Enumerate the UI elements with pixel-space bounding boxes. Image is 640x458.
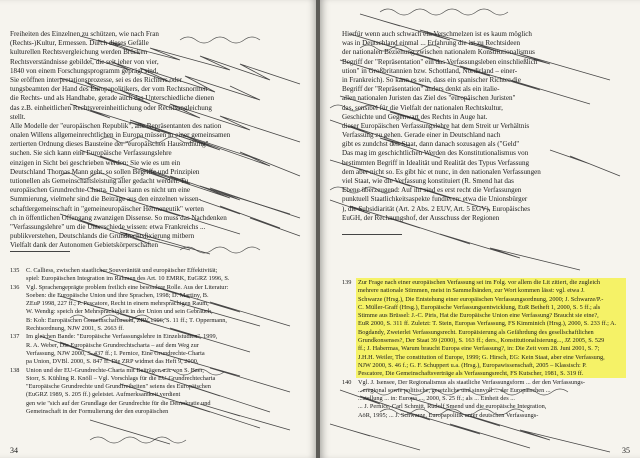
right-body-line: Geschichte und Gegenwart des Rechts in Auge hat. <box>342 112 488 121</box>
right-footnote-line <box>342 279 628 287</box>
left-body-line: Deutschland Thomas Mann geht, so sollen Begriffe und Prinzipien <box>10 167 200 176</box>
left-footnote-line <box>10 284 300 292</box>
left-body-line: die Rechts- und als Handhabe, gerade auch das Unterschiedliche dienen <box>10 94 215 103</box>
footnote-text: ... J. Pernice, Carl Schmitt, Rudolf Smend und die europäische Integration, <box>358 403 547 411</box>
left-body-line: Sie eröffnen interpretationsprozesse, sei es des Richters oder <box>10 75 183 84</box>
left-footnote-line <box>10 308 300 316</box>
left-body-line: Alle Modelle der "europäischen Republik", alle Repräsentanten des nation <box>10 121 222 130</box>
left-footnote-divider <box>10 251 70 252</box>
footnote-text: C. Müller-Graff (Hrsg.), Europäische Verfassungsentwicklung, EuR Beiheft 1, 2000, S. 5 ff.; als <box>358 303 601 311</box>
left-footnote-line <box>10 391 300 399</box>
left-body-line: das z.B. einheitlichen Rechtsvereinheitlichung oder Rechtsangleichung <box>10 103 212 112</box>
footnote-text: ...eregional sowie politische, gesetzliche und sinnvoll ... der Europäischen ... <box>358 386 551 394</box>
right-body-line: dem aber nicht so. Es gibt hic et nunc, in den nationalen Verfassungen <box>342 167 541 176</box>
footnote-number: 137 <box>10 333 20 341</box>
footnote-text: spiel: Europäischen Integration im Rahmen des Art. 10 EMRK, EuGRZ 1996, S. <box>26 275 230 283</box>
right-footnote-line <box>342 296 628 304</box>
footnote-text: gen wie "sich auf der Grundlage der Grundrechte für die Demokratie und <box>26 399 211 407</box>
left-body-line: onalen Willens allgemeinrechtlichen in Europa müssen in einer gemeinsamen <box>10 131 231 140</box>
left-body-line: ch in öffentlichen Offengang zwanzigen Dissense. So muss das Nachdenken <box>10 213 227 222</box>
left-footnote-line <box>10 300 300 308</box>
footnote-text: ff.; J. Habermas, Warum braucht Europa eine Verfassung?, in: Die Zeit vom 28. Juni 2001, S. 7; <box>358 345 600 353</box>
left-footnote-line <box>10 267 300 275</box>
footnote-text: B: Koh: Europäischen Gemeinschaftsrecht, ZRV 1996, S. 11 ff.; T. Oppermann, <box>26 316 227 324</box>
footnote-text: Vgl. Sprachengeprägte problem freilich eine besondere Rolle. Aus der Literatur: <box>26 283 229 291</box>
left-footnote-line <box>10 383 300 391</box>
footnote-text: Bogdandy, Zweierlei Verfassungsrecht. Europäisierung als Gefährdung des gesellschaftlichen <box>358 328 594 336</box>
footnote-text: Union und der EU-Grundrechte-Charta mit Beiträgen u.a. von S. Baer, <box>26 366 204 374</box>
footnote-text: EuR 2000, S. 311 ff. Zuletzt: T. Stein, Europas Verfassung, FS Kimminich (Hrsg.), 2000, S. 233 ff.; A. <box>358 320 617 328</box>
left-footnote-line <box>10 292 300 300</box>
footnote-text: C. Calliess, zwischen staatlicher Souveränität und europäischer Effektivität; <box>26 267 218 274</box>
footnote-text: Im gleichen Bande: "Europäische Verfassungslehre in Einzelstudien", 1999, <box>26 333 218 341</box>
left-footnote-line <box>10 275 300 283</box>
left-body-line: tungsbeamten der Hand des Europapolitikers, der vom Rechtsnormen <box>10 85 208 94</box>
right-footnote-divider <box>342 234 402 235</box>
footnote-number: 138 <box>10 366 20 374</box>
left-body-text <box>10 30 295 251</box>
footnote-text: "Europäische Grundrechte und Grundfreiheiten" seiens des Europäischen <box>26 383 211 391</box>
left-body-line: europäischen Grundrechte-Charta. Dabei kann es nicht um eine <box>10 186 191 195</box>
left-body-line: 1840 von einem Forschungsprogramm geprägt sind. <box>10 66 159 75</box>
right-body-line: ), die Subsidiarität (Art. 2 Abs. 2 EUV, Art. 5 EGV), Europäisches <box>342 204 531 213</box>
right-body-line: gibt es zundchst den Staat, dann danach sozusagen als ("Geld" <box>342 140 520 149</box>
left-footnote-line <box>10 342 300 350</box>
right-footnotes <box>342 279 628 420</box>
footnote-number: 135 <box>10 267 20 274</box>
left-body-line: (Rechts-)Kultur, Ermessen. Durch dieses Gefälle <box>10 39 149 48</box>
left-footnote-line <box>10 358 300 366</box>
left-footnotes <box>10 267 300 416</box>
right-body-line: Das mag im geschichtlichen Werden des Konstitutionalismus von <box>342 149 529 158</box>
right-footnote-line <box>342 304 628 312</box>
footnote-text: ZEuP 1998, 227 ff.; P. Pescatore, Recht in einem mehrsprachigen Raum, <box>26 300 209 308</box>
left-footnote-line <box>10 375 300 383</box>
right-footnote-line <box>342 379 628 387</box>
right-body-line: ution" in Großbritannien bzw. Schottland, Nordirland – einer- <box>342 66 518 75</box>
right-body-line: viel Staat, wie die Verfassung konstituiert (R. Smend hat das <box>342 177 514 185</box>
right-body-line: was in Deutschland einmal ... Erfahrung die ist zu Rechtsideen <box>342 39 521 48</box>
left-footnote-line <box>10 317 300 325</box>
right-body-text <box>342 30 626 223</box>
footnote-text: Zur Frage nach einer europäischen Verfassung sei im Folg. vor allem die Lit zitiert, die zugleich <box>358 279 601 286</box>
left-body-line: publikverstehen, Deutschlands die Grundrechtsfixierung mitbern <box>10 232 195 241</box>
left-footnote-line <box>10 408 300 416</box>
left-body-line: Freiheiten des Einzelnen zu schützen, wie nach Fran <box>10 30 159 38</box>
right-body-line: in Frankreich). So kann es sein, dass ein spanischer Richter die <box>342 75 521 84</box>
right-footnote-line <box>342 287 628 295</box>
right-footnote-line <box>342 329 628 337</box>
footnote-text: R. A. Weber, Die Europäische Grundrechtscharta – auf dem Weg zur <box>26 341 199 349</box>
right-body-line: Ebene überzeugend: Auf ihr sind es erst recht die Verfassungen <box>342 186 522 195</box>
left-body-line: zertierten Ordnung dieses Bausteine der "europäischen Hausordnung" <box>10 140 209 149</box>
left-footnote-line <box>10 333 300 341</box>
left-body-line: Vielfalt dank der Autonomen Gebietskörperschaften <box>10 241 159 250</box>
footnote-text: Schwarze (Hrsg.), Die Entstehung einer europäischen Verfassungsordnung, 2000; J. Schwarze/P.- <box>358 295 604 303</box>
right-footnote-line <box>342 370 628 378</box>
footnote-text: Verfassung, NJW 2000, S. 437 ff.; I. Pernice, Eine Grundrechte-Charta <box>26 349 205 357</box>
right-body-line: EuGH, der Rechnungshof, der Ausschuss der Regionen <box>342 213 500 222</box>
footnote-text: NJW 2000, S. 46 f.; G. F. Schuppert u.a. (Hrsg.), Europawissenschaft, 2005 – Klassisch: P. <box>358 361 587 369</box>
right-footnote-line <box>342 337 628 345</box>
footnote-text: Gemeinschaft in der Formulierung der den europäischen <box>26 408 169 416</box>
right-footnote-line <box>342 312 628 320</box>
footnote-text: ...stellung ... in: Europa ..., 2000, S. 25 ff.; als ... Einheit des ... <box>358 395 515 403</box>
footnote-text: AöR, 1995; ... J. Schwarze, Europapolitik unter deutschen Verfassungs- <box>358 411 539 419</box>
right-footnote-line <box>342 345 628 353</box>
left-body-line: tutionellen als Gemeinschaftsleistung aller gedacht werden. Tu <box>10 177 189 185</box>
left-page <box>0 0 317 458</box>
right-footnote-line <box>342 412 628 420</box>
left-page-number: 34 <box>10 446 18 455</box>
footnote-number: 136 <box>10 283 20 291</box>
left-body-line: Summierung, vielmehr sind die Beiträge aus den einzelnen wissen- <box>10 195 201 204</box>
footnote-text: pa Union, DVBl. 2000, S. 847 ff. Die ZRP widmet das Heft 9, 2000, <box>26 358 199 366</box>
left-body-line: Rechtsverständnisse gebildet, die seit jeher von vier, <box>10 57 159 66</box>
footnote-text: mehrere nationale Stimmen, meist in Sammelbänden, zur Wort kommen lässt: vgl. etwa J. <box>358 287 585 295</box>
footnote-number: 140 <box>342 378 352 386</box>
right-footnote-line <box>342 403 628 411</box>
right-body-line: allen nationalen Juristen das Ziel des "europäischen Juristen" <box>342 94 516 103</box>
footnote-text: Storr, S. Kühling R. Knöll – Vgl. Vorschlags für die EU-Grundrechtecharta <box>26 374 216 382</box>
footnote-text: Vgl. J. Isensee, Der Regionalismus als staatliche Verfassungsform ... der den Verfassungs- <box>358 378 585 386</box>
left-body-line: schaftlergemeinschaft in "gemeineuropäischer Hermeneutik" werten <box>10 204 204 213</box>
left-footnote-line <box>10 325 300 333</box>
right-body-line: der nationalen Beziehung zwischen nationalem Konstitutionalismus <box>342 48 535 57</box>
right-footnote-line <box>342 354 628 362</box>
left-footnote-line <box>10 400 300 408</box>
footnote-text: (EuGRZ 1989, S. 205 ff.) geleistet. Aufmerksamkeit verdient <box>26 391 181 399</box>
right-body-line: bestimmten Begriff in Idealität und Realität des Typus Verfassung <box>342 158 530 167</box>
left-body-line: "Verfassungslehre" um die Unterschiede wissen: etwa Frankreichs ... <box>10 222 206 231</box>
right-footnote-line <box>342 362 628 370</box>
left-body-line: kulturellen Rechtsvergleichung werden Brücken <box>10 48 148 57</box>
footnote-number: 139 <box>342 279 352 286</box>
right-page-number: 35 <box>622 446 630 455</box>
footnote-text: Grundkonsenses?, Der Staat 39 (2000), S. 163 ff.; ders., Konstitutionalisierung..., JZ 2005, S. 529 <box>358 337 605 345</box>
left-footnote-line <box>10 367 300 375</box>
right-footnote-line <box>342 387 628 395</box>
right-page <box>320 0 640 458</box>
footnote-text: Pescatore, Die Gemeinschaftsverträge als Verfassungsrecht, FS Kutscher, 1981, S. 319 ff. <box>358 370 584 378</box>
right-body-line: Begriff der "Repräsentation" ein das Verfassungsleben einschließlich <box>342 57 538 66</box>
left-body-line: einzigen in Sicht bei geschrieben werden: Sie wie es um ein <box>10 158 181 167</box>
footnote-text: Rechtsordnung, NJW 2001, S. 2663 ff. <box>26 325 124 333</box>
right-body-line: Begriff der "Repräsentation" anders denkt als ein italie- <box>342 85 500 94</box>
left-body-line: stellt. <box>10 112 26 121</box>
right-body-line: das, sensibel für die Vielfalt der nationalen Rechtskultur, <box>342 103 503 112</box>
left-footnote-line <box>10 350 300 358</box>
right-body-line: Verfassung zu gehen. Gerade einer in Deutschland nach <box>342 131 501 140</box>
footnote-text: W. Wendig: speich der Mehrsprachigkeit in der Union und sein Gebrauch, <box>26 308 213 316</box>
right-body-line: Hierfür wenn auch schwach ein Verschmelzen ist es kaum möglich <box>342 30 532 38</box>
footnote-text: Stimme aus Brüssel: J.-C. Piris, Hat die Europäische Union eine Verfassung? Braucht sie eine?, <box>358 312 599 320</box>
footnote-text: J.H.H. Weiler, The constitution of Europe, 1999; G. Hirsch, EG: Kein Staat, aber eine Verfassung, <box>358 353 605 361</box>
right-footnote-line <box>342 395 628 403</box>
right-body-line: punktuell Staatlichkeitsaspekte fundieren: etwa die Unionsbürger <box>342 195 528 204</box>
left-body-line: suchen. Sie sich kann eine Europäische Verfassungslehre <box>10 149 172 158</box>
right-footnote-line <box>342 320 628 328</box>
right-body-line: dieser Europäischen Verfassungslehre hat dem Streit ur Verhältnis <box>342 121 530 130</box>
footnote-text: Soeben: die Europäische Union und ihre Sprachen, 1998; D. Martiny, B. <box>26 291 209 299</box>
